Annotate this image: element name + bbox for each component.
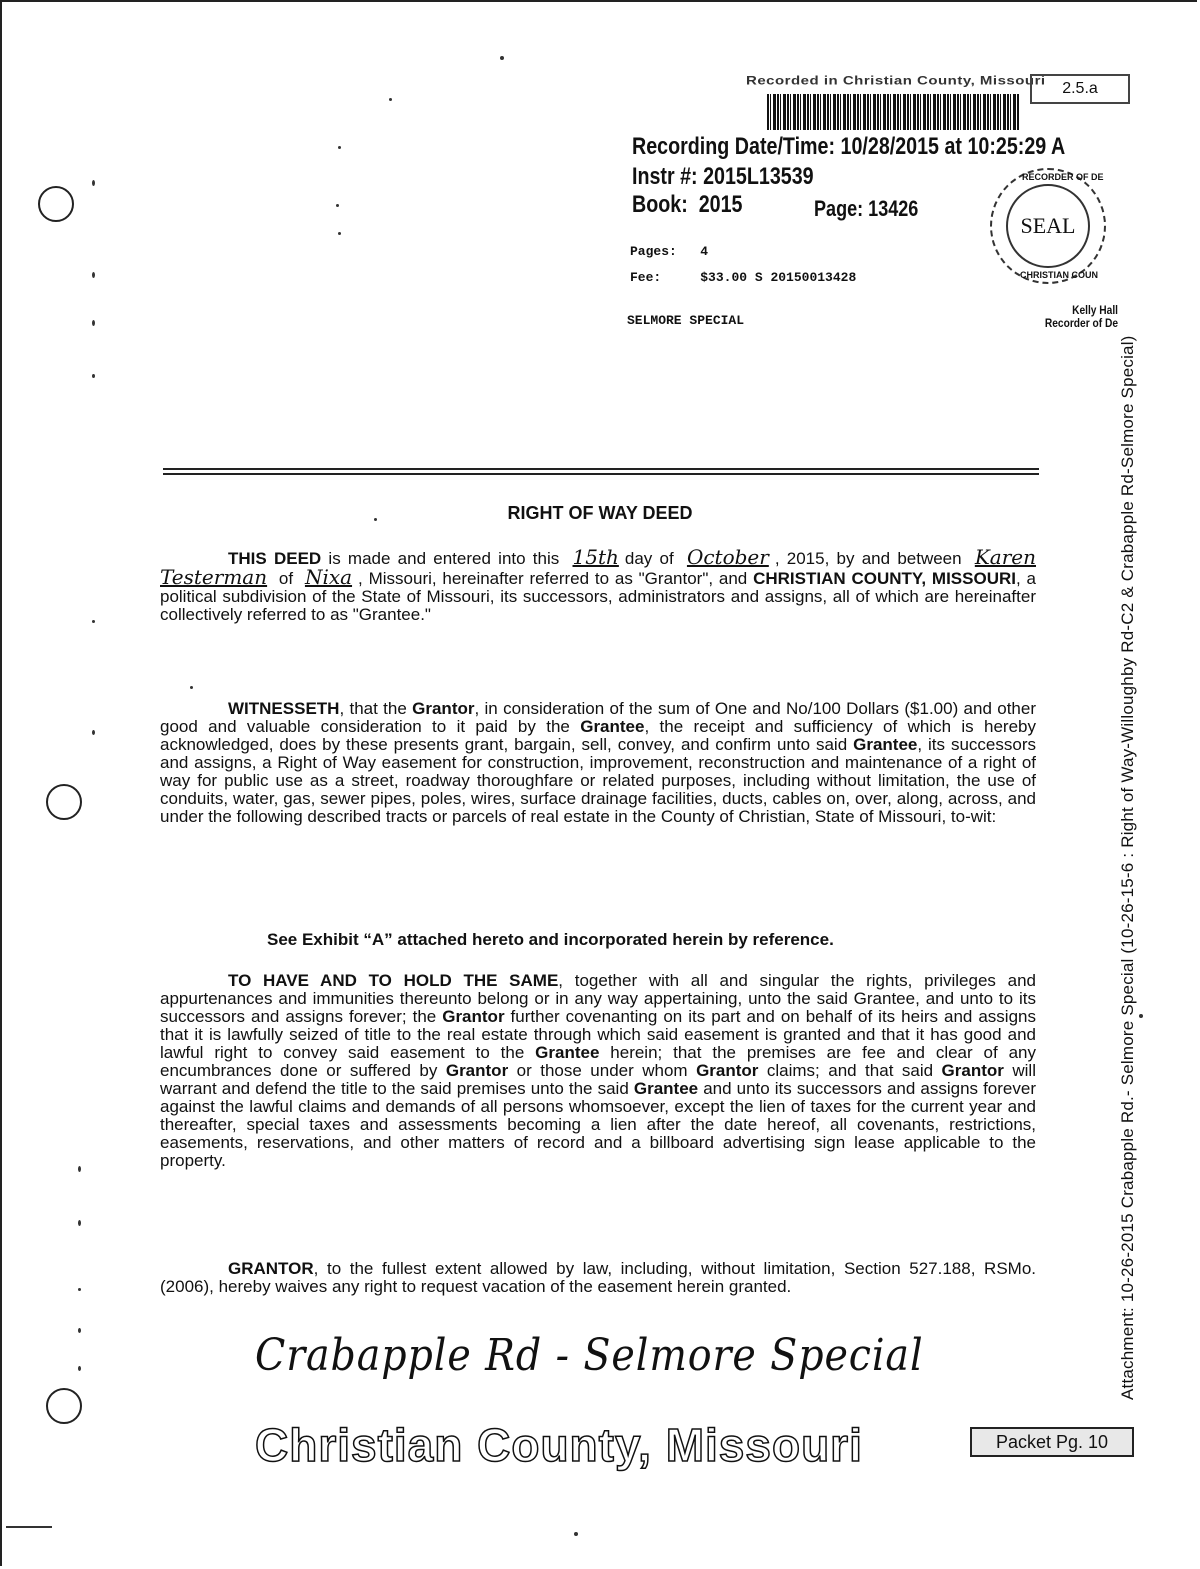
- grantor-term: Grantor: [412, 699, 475, 718]
- recorder-signature-block: [1018, 304, 1118, 330]
- habendum-label: TO HAVE AND TO HOLD THE SAME: [228, 971, 559, 990]
- paragraph-habendum: [160, 972, 1036, 1170]
- intro-text: , Missouri, hereinafter referred to as "Grantor", and: [358, 569, 748, 588]
- intro-text: , 2015, by and between: [774, 549, 962, 568]
- intro-text: is made and entered into this: [328, 549, 560, 568]
- binder-hole-top: [38, 186, 74, 222]
- speck: [92, 320, 95, 326]
- instr-value: 2015L13539: [703, 163, 814, 190]
- page-number: [814, 196, 918, 222]
- intro-text: of: [278, 569, 294, 588]
- speck: [92, 272, 95, 278]
- footer-county-name: Christian County, Missouri: [255, 1419, 863, 1471]
- speck: [92, 180, 95, 186]
- speck: [78, 1288, 81, 1291]
- recording-time: 10:25:29 A: [967, 133, 1066, 160]
- habendum-text: and unto its successors and assigns forever against the lawful claims and demands of all persons whomsoever, except the lien of taxes for the current year and thereafter, special taxes and assessments becoming a lien after the date hereof, all covenants, restrictions, easements, reservations, and other matters of record and a billboard advertising sign lease applicable to the property.: [160, 1079, 1036, 1170]
- witnesseth-text: , that the: [339, 699, 407, 718]
- binder-hole-bottom: [46, 1388, 82, 1424]
- speck: [78, 1166, 81, 1172]
- witnesseth-text: , in consideration of the sum of One and No/100 Dollars ($1.00) and other good and valuable consideration to it paid by the: [160, 699, 1036, 736]
- instr-label: Instr #:: [632, 163, 698, 190]
- grantee-term: Grantee: [535, 1043, 600, 1062]
- grantor-label: GRANTOR: [228, 1259, 314, 1278]
- grantee-name: CHRISTIAN COUNTY, MISSOURI: [753, 569, 1016, 588]
- handwritten-day: 15th: [572, 545, 619, 569]
- recorder-seal: [990, 168, 1106, 284]
- speck: [338, 146, 341, 149]
- book-value: 2015: [698, 191, 743, 218]
- grantee-term: Grantee: [853, 735, 918, 754]
- handwritten-month: October: [686, 545, 769, 569]
- grantor-term: Grantor: [445, 1061, 509, 1080]
- seal-center: SEAL: [1006, 184, 1090, 268]
- fee-label: Fee:: [630, 270, 662, 285]
- speck: [92, 730, 95, 735]
- side-attachment-label: Attachment: 10-26-2015 Crabapple Rd.- Selmore Special (10-26-15-6 : Right of Way-Willoughby Rd-C2 & Crabapple Rd-Selmore Special): [1118, 335, 1137, 1400]
- habendum-text: claims; and that said: [766, 1061, 934, 1080]
- book-number: [632, 191, 742, 219]
- speck: [78, 1220, 81, 1226]
- intro-text: day of: [624, 549, 674, 568]
- speck: [1139, 1014, 1143, 1018]
- speck: [78, 1328, 81, 1333]
- habendum-text: will warrant and defend the title to the said premises unto the said: [160, 1061, 1036, 1098]
- handwritten-note: Crabapple Rd - Selmore Special: [255, 1330, 924, 1381]
- speck: [500, 56, 504, 60]
- witnesseth-text: , the receipt and sufficiency of which is hereby acknowledged, does by these presents grant, bargain, sell, convey, and confirm unto said: [160, 717, 1036, 754]
- habendum-text: , together with all and singular the rights, privileges and appurtenances and immunities thereunto belong or in any way appertaining, unto the said Grantee, and unto to its successors and assigns forever; the: [160, 971, 1036, 1026]
- grantor-term: Grantor: [696, 1061, 759, 1080]
- seal-ring-bottom: CHRISTIAN COUN: [1020, 270, 1098, 280]
- recording-datetime: [632, 133, 1065, 161]
- waiver-text: , to the fullest extent allowed by law, including, without limitation, Section 527.188, RSMo. (2006), hereby waives any right to request vacation of the easement herein granted.: [160, 1259, 1036, 1296]
- witnesseth-label: WITNESSETH: [228, 699, 340, 718]
- grantee-term: Grantee: [633, 1079, 699, 1098]
- pages-count: [630, 244, 708, 259]
- witnesseth-text: , its successors and assigns, a Right of Way easement for construction, improvement, reconstruction and maintenance of a right of way for public use as a street, roadway thoroughfare or related purposes, including without limitation, the use of conduits, water, gas, sewer pipes, poles, wires, surface drainage facilities, ducts, cables on, over, along, across, and under the following described tracts or parcels of real estate in the County of Christian, State of Missouri, to-wit:: [160, 735, 1036, 826]
- paragraph-witnesseth: [160, 700, 1036, 826]
- barcode: [767, 94, 1019, 130]
- book-label: Book:: [632, 191, 688, 218]
- grantor-term: Grantor: [941, 1061, 1004, 1080]
- speck: [338, 232, 341, 235]
- tag-box: 2.5.a: [1030, 74, 1130, 104]
- this-deed-label: THIS DEED: [228, 549, 322, 568]
- recorded-in-header: Recorded in Christian County, Missouri: [746, 74, 1046, 88]
- fee: [630, 270, 856, 285]
- divider-rule-bottom: [163, 473, 1039, 475]
- paragraph-waiver: [160, 1260, 1036, 1296]
- speck: [389, 98, 392, 101]
- divider-rule-top: [163, 468, 1039, 470]
- recording-date: 10/28/2015: [840, 133, 940, 160]
- instrument-number: [632, 163, 814, 191]
- habendum-text: herein; that the premises are fee and clear of any encumbrances done or suffered by: [160, 1043, 1036, 1080]
- speck: [92, 620, 95, 623]
- binder-hole-middle: [46, 784, 82, 820]
- seal-ring-top: RECORDER OF DE: [1022, 172, 1104, 182]
- fee-value: $33.00 S 20150013428: [700, 270, 857, 285]
- recorder-name: Kelly Hall: [1072, 303, 1118, 317]
- speck: [78, 1366, 81, 1371]
- recording-label: Recording Date/Time:: [632, 133, 836, 160]
- speck: [6, 1526, 52, 1528]
- handwritten-grantor-name: Karen Testerman: [160, 545, 1036, 589]
- recorder-title: Recorder of De: [1044, 316, 1118, 330]
- speck: [336, 204, 339, 207]
- exhibit-reference: See Exhibit “A” attached hereto and incorporated herein by reference.: [267, 930, 834, 949]
- recording-at: at: [944, 133, 962, 160]
- handwritten-city: Nixa: [304, 565, 353, 589]
- grantor-term: Grantor: [442, 1007, 505, 1026]
- speck: [92, 374, 95, 378]
- pages-label: Pages:: [630, 244, 677, 259]
- habendum-text: or those under whom: [516, 1061, 688, 1080]
- packet-page-box: Packet Pg. 10: [970, 1427, 1134, 1457]
- speck: [574, 1532, 578, 1536]
- project-name: SELMORE SPECIAL: [627, 313, 745, 328]
- speck: [190, 686, 193, 689]
- habendum-text: further covenanting on its part and on behalf of its heirs and assigns that it is lawfully seized of title to the real estate through which said easement is granted and that it has good and lawful right to convey said easement to the: [160, 1007, 1036, 1062]
- grantee-term: Grantee: [580, 717, 645, 736]
- page-value: 13426: [868, 196, 919, 221]
- pages-value: 4: [700, 244, 709, 259]
- paragraph-intro: [160, 545, 1036, 624]
- deed-title: RIGHT OF WAY DEED: [507, 503, 693, 523]
- page-label: Page:: [814, 196, 864, 221]
- intro-text: , a political subdivision of the State of Missouri, its successors, administrators and assigns, all of which are hereinafter collectively referred to as "Grantee.": [160, 569, 1036, 624]
